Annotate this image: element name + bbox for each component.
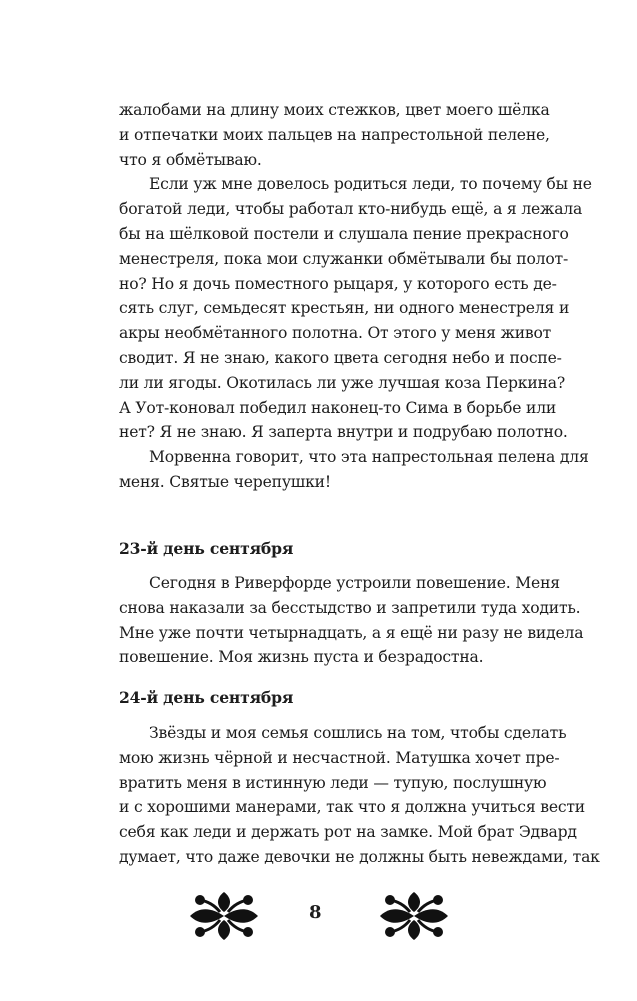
text-line: что я обмётываю. [119,150,262,169]
text-line: Звёзды и моя семья сошлись на том, чтобы сделать [149,724,567,742]
text-line: Если уж мне довелось родиться леди, то почему бы не [149,175,592,194]
text-line: думает, что даже девочки не должны быть невеждами, так [119,847,600,866]
diary-date-heading: 23-й день сентября [119,539,294,558]
text-line: акры необмётанного полотна. От этого у меня живот [119,324,552,343]
text-line: нет? Я не знаю. Я заперта внутри и подрубаю полотно. [119,423,568,442]
text-line: ли ли ягоды. Окотилась ли уже лучшая коза Перкина? [119,373,565,392]
text-line: но? Но я дочь поместного рыцаря, у которого есть де- [119,274,557,293]
text-line: повешение. Моя жизнь пуста и безрадостна. [119,648,484,667]
text-line: мою жизнь чёрной и несчастной. Матушка хочет пре- [119,748,560,767]
text-line: вратить меня в истинную леди — тупую, послушную [119,773,547,792]
text-line: богатой леди, чтобы работал кто-нибудь ещё, а я лежала [119,200,583,219]
page-footer [0,888,637,948]
text-line: меня. Святые черепушки! [119,472,331,491]
text-line: жалобами на длину моих стежков, цвет моего шёлка [119,101,550,119]
paragraph-block-3 [119,721,600,870]
text-line: сводит. Я не знаю, какого цвета сегодня небо и поспе- [119,348,562,367]
paragraph-block-2 [119,571,584,670]
diary-date-heading: 24-й день сентября [119,688,294,707]
text-line: менестреля, пока мои служанки обмётывали бы полот- [119,249,569,268]
text-line: снова наказали за бесстыдство и запретили туда ходить. [119,598,581,617]
text-line: Морвенна говорит, что эта напрестольная пелена для [149,448,589,467]
fleuron-icon-left [186,888,262,944]
text-line: и с хорошими манерами, так что я должна учиться вести [119,798,585,817]
text-line: сять слуг, семьдесят крестьян, ни одного менестреля и [119,299,570,318]
paragraph-block-1 [119,98,592,495]
text-line: Мне уже почти четырнадцать, а я ещё ни разу не видела [119,623,584,642]
page-number: 8 [309,902,322,923]
text-line: себя как леди и держать рот на замке. Мой брат Эдвард [119,823,577,842]
text-line: Сегодня в Риверфорде устроили повешение. Меня [149,574,560,592]
text-line: бы на шёлковой постели и слушала пение прекрасного [119,224,569,243]
fleuron-icon-right [376,888,452,944]
text-line: и отпечатки моих пальцев на напрестольной пелене, [119,125,550,144]
text-line: А Уот-коновал победил наконец-то Сима в борьбе или [119,398,557,417]
